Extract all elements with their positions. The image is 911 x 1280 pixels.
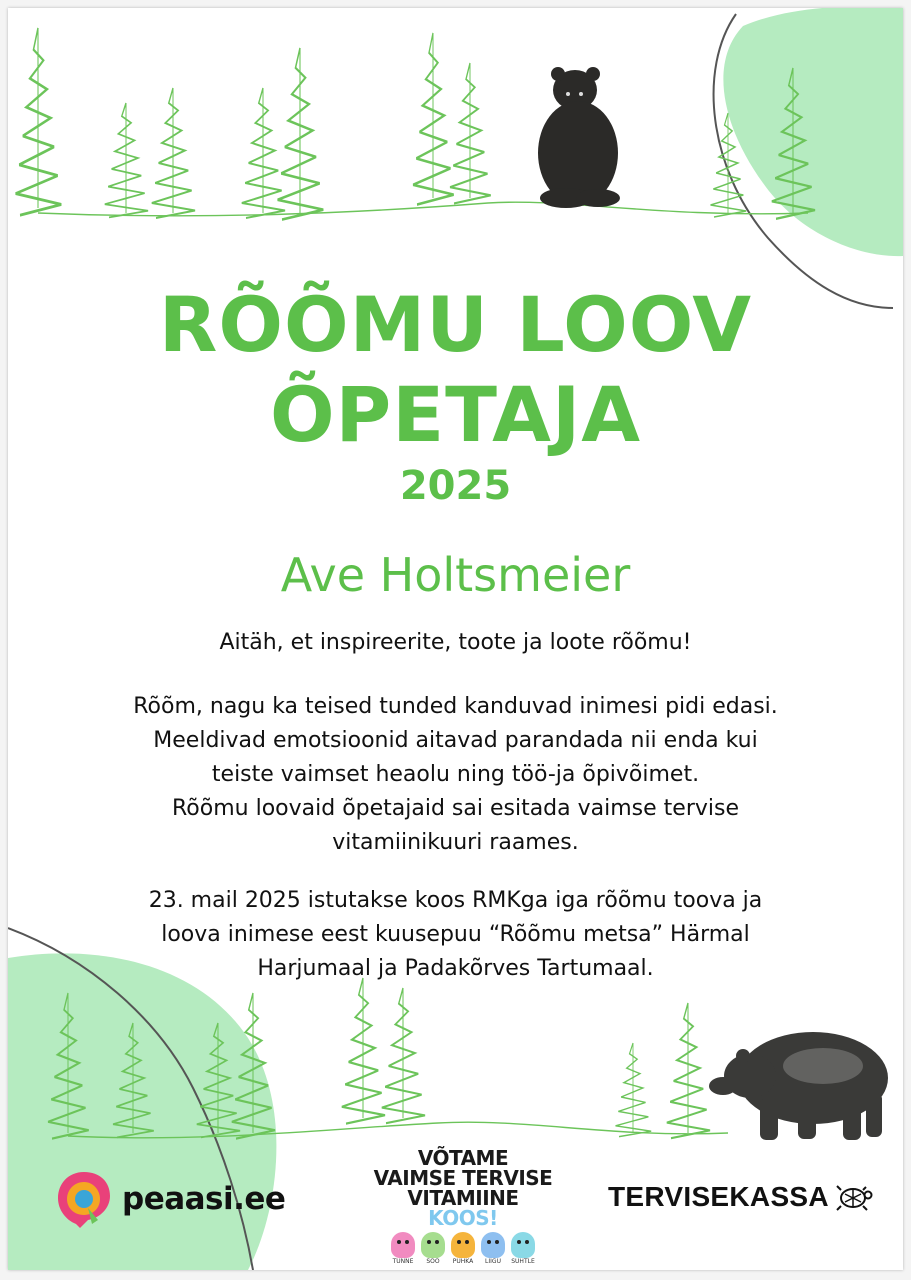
campaign-line: VÕTAME	[417, 1146, 509, 1170]
paragraph-line: Rõõmu loovaid õpetajaid sai esitada vaimse tervise	[172, 796, 739, 821]
walking-bear	[709, 1032, 888, 1140]
paragraph-line: teiste vaimset heaolu ning töö-ja õpivõimet.	[211, 762, 700, 787]
title-line-1: RÕÕMU LOOV	[158, 280, 753, 369]
tervisekassa-logo	[608, 1180, 873, 1214]
paragraph-forest	[48, 884, 863, 986]
paragraph-line: Meeldivad emotsioonid aitavad parandada nii enda kui	[153, 728, 758, 753]
peaasi-head-icon	[54, 1168, 116, 1230]
paragraph-emotions	[48, 690, 863, 860]
paragraph-line: 23. mail 2025 istutakse koos RMKga iga rõõmu toova ja	[148, 888, 763, 913]
turtle-icon	[833, 1180, 873, 1214]
vitamin-suhtle-icon	[511, 1232, 535, 1265]
campaign-line: VAIMSE TERVISE	[373, 1166, 553, 1190]
tervisekassa-wordmark: TERVISEKASSA	[608, 1181, 829, 1212]
paragraph-line: Rõõm, nagu ka teised tunded kanduvad inimesi pidi edasi.	[133, 694, 778, 719]
recipient-name: Ave Holtsmeier	[280, 548, 631, 602]
vitamin-tunne-icon	[391, 1232, 415, 1265]
peaasi-logo	[54, 1164, 285, 1234]
top-right-blob	[723, 8, 903, 256]
campaign-logo	[358, 1148, 568, 1265]
paragraph-line: loova inimese eest kuusepuu “Rõõmu metsa” Härmal	[161, 922, 750, 947]
paragraph-line: Harjumaal ja Padakõrves Tartumaal.	[257, 956, 654, 981]
peaasi-wordmark: peaasi.ee	[122, 1181, 286, 1217]
title-line-2: ÕPETAJA	[269, 370, 642, 459]
top-trees	[15, 28, 815, 220]
vitamin-label: SUHTLE	[511, 1258, 535, 1265]
vitamin-label: LIIGU	[485, 1258, 501, 1265]
certificate-page	[8, 8, 903, 1270]
campaign-line: KOOS!	[428, 1206, 498, 1230]
year: 2025	[399, 463, 512, 509]
campaign-line: VITAMIINE	[407, 1186, 519, 1210]
vitamin-soo-icon	[421, 1232, 445, 1265]
vitamin-characters	[358, 1232, 568, 1265]
vitamin-label: SÖÖ	[426, 1258, 440, 1265]
vitamin-puhka-icon	[451, 1232, 475, 1265]
sitting-bear	[538, 67, 620, 208]
vitamin-label: PUHKA	[452, 1258, 474, 1265]
thanks-text: Aitäh, et inspireerite, toote ja loote rõõmu!	[219, 630, 692, 655]
paragraph-line: vitamiinikuuri raames.	[332, 830, 579, 855]
vitamin-liigu-icon	[481, 1232, 505, 1265]
vitamin-label: TUNNE	[392, 1258, 414, 1265]
